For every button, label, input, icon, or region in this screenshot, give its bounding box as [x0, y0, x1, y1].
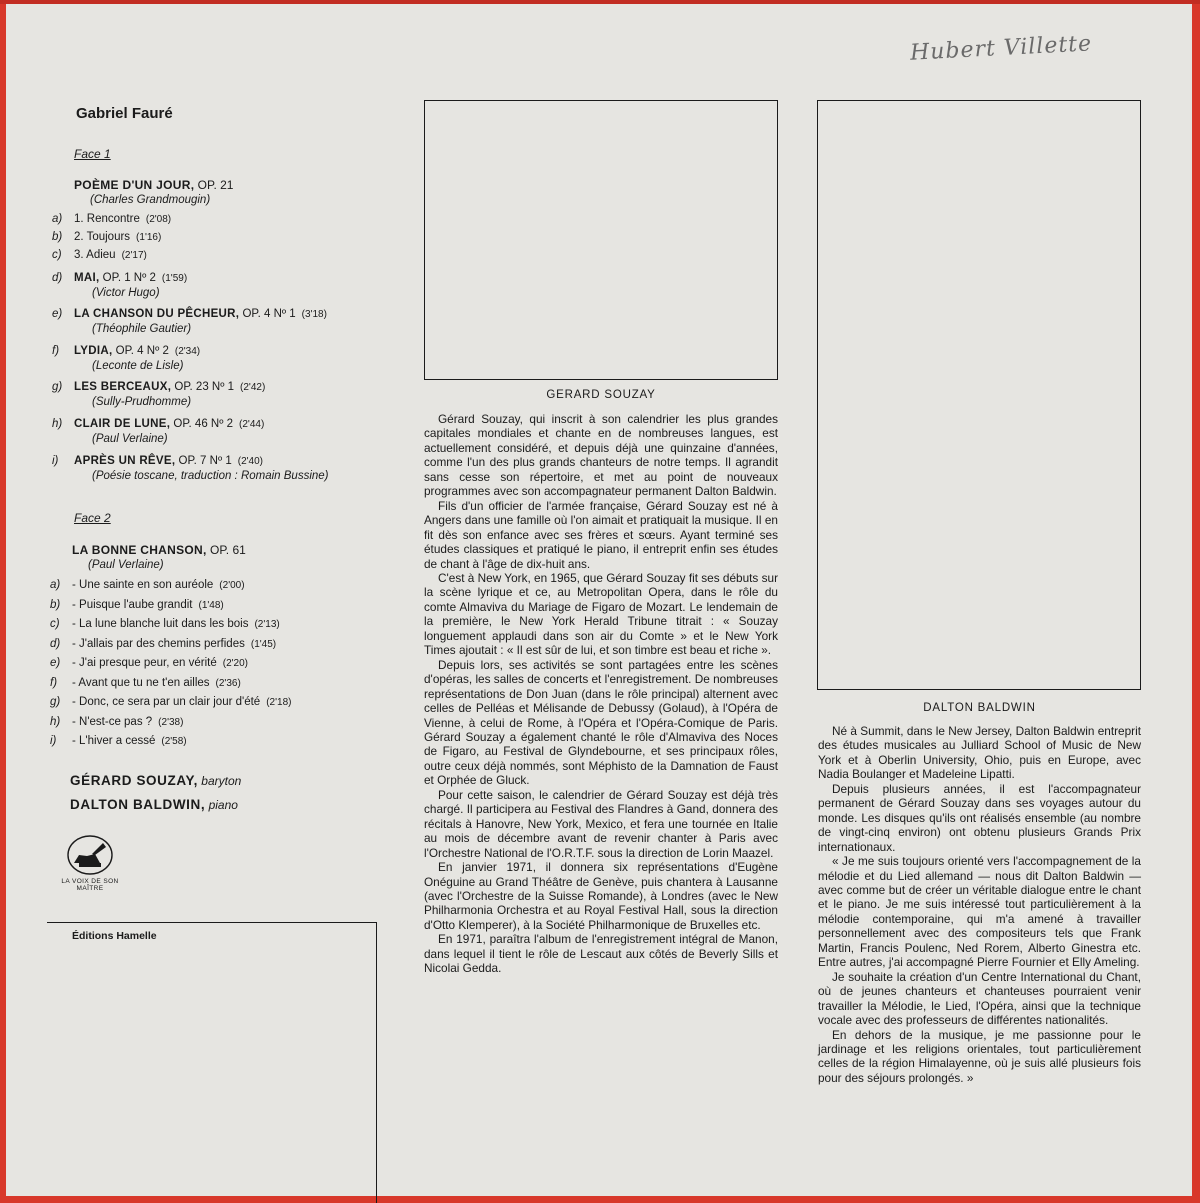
track-duration: (1'48)	[198, 599, 224, 611]
track-title	[74, 308, 327, 320]
track-song-title: - J'ai presque peur, en vérité	[72, 657, 217, 669]
track-duration: (2'13)	[254, 619, 280, 630]
track-opus: OP. 46 Nº 2	[170, 418, 234, 430]
track-poet: (Victor Hugo)	[92, 287, 160, 299]
souzay-paragraph: C'est à New York, en 1965, que Gérard Souzay fit ses débuts sur la scène lyrique et ce, au Metropolitan Opera, dans le rôle du comte Almaviva du Mariage de Figaro de Mozart. Le lendemain de la première, le New York Herald Tribune titrait : « Souzay longuement applaudi dans son air du Comte » et le New York Times ajoutait : « Il est sûr de lui, et son timbre est beau et riche ».	[424, 570, 778, 658]
track-title	[74, 213, 171, 225]
track-letter: d)	[50, 637, 61, 650]
track-opus: 1. Rencontre	[74, 213, 140, 225]
track-title	[74, 231, 161, 243]
track-duration: (1'59)	[161, 273, 188, 284]
track-poet: (Théophile Gautier)	[92, 323, 192, 335]
publisher-name: Éditions Hamelle	[72, 930, 157, 942]
track-letter: h)	[50, 715, 61, 728]
track-duration: (2'40)	[237, 456, 264, 467]
track-song-title: LYDIA,	[74, 345, 113, 357]
baldwin-paragraph: Né à Summit, dans le New Jersey, Dalton Baldwin entreprit des études musicales au Julliard School of Music de New York et à Oberlin University, Ohio, puis en Europe, avec Nadia Boulanger et Madeleine Lipatti.	[818, 724, 1141, 782]
track-duration: (2'34)	[174, 346, 201, 357]
track-song-title: - L'hiver a cessé	[72, 735, 156, 747]
track-title	[74, 381, 265, 393]
souzay-paragraph: Depuis lors, ses activités se sont partagées entre les scènes d'opéras, les salles de concerts et l'enregistrement. De nombreuses représentations de Don Juan (dans le rôle principal) alternent avec celles de Pelléas et Mélisande de Debussy (Golaud), à l'Opéra de Vienne, à celui de Rome, à l'Opéra et l'Opéra-Comique de Paris. Gérard Souzay a également chanté le rôle d'Almaviva des Noces de Figaro, au Festival de Glyndebourne, et ses principaux rôles, outre ceux déjà nommés, sont Méphisto de la Damnation de Faust et Orphée de Gluck.	[424, 657, 778, 788]
track-title	[74, 455, 263, 467]
face-1-work-title: POÈME D'UN JOUR, OP. 21	[74, 178, 234, 192]
track-title	[72, 716, 183, 728]
souzay-paragraph: Gérard Souzay, qui inscrit à son calendrier les plus grandes capitales mondiales et chante en de nombreuses langues, est actuellement considéré, et depuis déjà une quinzaine d'années, comme l'un des plus grands chanteurs de notre temps. Il agrandit sans cesse son répertoire, et met au point de nouveaux programmes avec son accompagnateur permanent Dalton Baldwin.	[424, 412, 778, 499]
track-duration: (1'16)	[136, 232, 162, 243]
track-song-title: - Puisque l'aube grandit	[72, 598, 193, 611]
track-opus: 3. Adieu	[74, 249, 116, 261]
track-title	[72, 618, 280, 630]
souzay-paragraph: En janvier 1971, il donnera six représentations d'Eugène Onéguine au Grand Théâtre de Genève, puis chantera à Lausanne (avec l'Orchestre de la Suisse Romande), à Londres (avec le New Philharmonia Orchestra et au Royal Festival Hall, sous la direction d'Otto Klemperer), à la Société Philharmonique de Bruxelles etc.	[424, 860, 778, 932]
photo-frame-souzay	[424, 100, 778, 380]
track-letter: b)	[50, 598, 61, 611]
track-song-title: CLAIR DE LUNE,	[74, 418, 171, 430]
track-duration: (2'38)	[158, 716, 184, 728]
track-opus: 2. Toujours	[74, 231, 131, 243]
track-duration: (2'00)	[219, 580, 245, 591]
track-duration: (2'58)	[161, 736, 187, 747]
track-letter: g)	[50, 696, 61, 708]
track-song-title: - La lune blanche luit dans les bois	[72, 618, 249, 630]
performer-souzay: GÉRARD SOUZAY, baryton	[70, 773, 242, 788]
track-letter: a)	[52, 213, 63, 225]
logo-caption: LA VOIX DE SON MAÎTRE	[61, 878, 119, 892]
track-song-title: - J'allais par des chemins perfides	[72, 637, 245, 650]
track-duration: (2'18)	[266, 697, 292, 708]
souzay-paragraph: En 1971, paraîtra l'album de l'enregistrement intégral de Manon, dans lequel il tient le rôle de Lescaut aux côtés de Beverly Sills et Nicolai Gedda.	[424, 932, 778, 976]
publisher-frame	[47, 922, 377, 1203]
track-song-title: APRÈS UN RÊVE,	[74, 455, 176, 467]
track-duration: (2'17)	[121, 250, 147, 261]
track-letter: i)	[50, 735, 57, 747]
face-1-work-poet: (Charles Grandmougin)	[90, 194, 211, 206]
track-letter: b)	[52, 231, 63, 243]
track-duration: (2'42)	[240, 382, 266, 393]
track-letter: g)	[52, 381, 63, 393]
track-poet: (Leconte de Lisle)	[92, 360, 184, 372]
track-duration: (2'36)	[215, 677, 241, 689]
face-1-label: Face 1	[74, 147, 111, 161]
track-song-title: MAI,	[74, 272, 100, 284]
face-2-label: Face 2	[74, 511, 111, 525]
face-2-work-poet: (Paul Verlaine)	[88, 559, 164, 571]
track-title	[74, 418, 264, 430]
track-title	[74, 272, 187, 284]
composer-name: Gabriel Fauré	[76, 105, 173, 122]
face-2-work-title: LA BONNE CHANSON, OP. 61	[72, 543, 246, 557]
track-song-title: - Une sainte en son auréole	[72, 579, 214, 591]
track-duration: (2'44)	[239, 419, 265, 430]
handwritten-signature: Hubert Villette	[909, 31, 1093, 66]
baldwin-biography	[818, 724, 1141, 1085]
souzay-paragraph: Pour cette saison, le calendrier de Gérard Souzay est déjà très chargé. Il participera au Festival des Flandres à Gand, donnera des récitals à Hanovre, New York, Mexico, et fera une tournée en Italie au mois de décembre avant de revenir chanter à Paris avec l'Orchestre National de l'O.R.T.F. sous la direction de Lorin Maazel.	[424, 787, 778, 860]
baldwin-paragraph: Je souhaite la création d'un Centre International du Chant, où de jeunes chanteurs et chanteuses pourraient venir travailler la Mélodie, le Lied, l'Opéra, ainsi que la technique vocale avec des professeurs de différentes nationalités.	[818, 969, 1141, 1028]
track-song-title: - N'est-ce pas ?	[72, 715, 153, 728]
souzay-paragraph: Fils d'un officier de l'armée française, Gérard Souzay est né à Angers dans une famille où l'on aimait et pratiquait la musique. Il en fit dès son enfance avec ses frères et sœurs. Ayant terminé ses études classiques et pratiqué le piano, il entreprit enfin ses études de chant à l'âge de dix-huit ans.	[424, 498, 778, 571]
track-title	[72, 657, 248, 669]
track-letter: i)	[52, 455, 59, 467]
track-opus: OP. 4 Nº 2	[112, 345, 169, 357]
track-title	[74, 345, 200, 357]
track-letter: a)	[50, 579, 61, 591]
baldwin-paragraph: Depuis plusieurs années, il est l'accompagnateur permanent de Gérard Souzay dans ses voyages autour du monde. Les disques qu'ils ont réalisés ensemble (au nombre de vingt-cinq environ) ont obtenu plusieurs Grands Prix internationaux.	[818, 781, 1141, 854]
track-opus: OP. 4 Nº 1	[239, 308, 296, 320]
track-letter: f)	[50, 676, 58, 689]
performer-baldwin: DALTON BALDWIN, piano	[70, 797, 238, 812]
baldwin-heading: DALTON BALDWIN	[923, 702, 1036, 714]
souzay-heading: GERARD SOUZAY	[546, 389, 656, 401]
track-letter: h)	[52, 418, 63, 430]
track-letter: e)	[52, 308, 63, 320]
track-letter: f)	[52, 345, 60, 357]
track-opus: OP. 1 Nº 2	[99, 272, 156, 284]
track-letter: e)	[50, 657, 61, 669]
track-title	[72, 696, 291, 708]
his-masters-voice-logo	[65, 833, 115, 881]
track-song-title: - Donc, ce sera par un clair jour d'été	[72, 696, 261, 708]
track-duration: (2'20)	[222, 658, 249, 669]
track-opus: OP. 23 Nº 1	[171, 381, 235, 393]
photo-frame-baldwin	[817, 100, 1141, 690]
track-letter: d)	[52, 272, 63, 284]
track-duration: (2'08)	[145, 214, 172, 225]
baldwin-paragraph: « Je me suis toujours orienté vers l'accompagnement de la mélodie et du Lied allemand — nous dit Dalton Baldwin — avec comme but de créer un véritable dialogue entre le chant et le piano. Je me suis intéressé tout particulièrement à la mélodie contemporaine, qui m'a amené à travailler personnellement avec des compositeurs tels que Frank Martin, Francis Poulenc, Ned Rorem, Alberto Ginestra etc. Entre autres, j'ai accompagné Pierre Fournier et Elly Ameling.	[818, 854, 1141, 970]
track-title	[72, 599, 224, 611]
track-song-title: LA CHANSON DU PÊCHEUR,	[74, 308, 240, 320]
track-opus: OP. 7 Nº 1	[175, 455, 232, 467]
track-title	[74, 249, 147, 261]
track-song-title: LES BERCEAUX,	[74, 381, 172, 393]
track-title	[72, 579, 245, 591]
track-title	[72, 677, 241, 689]
track-duration: (3'18)	[301, 309, 327, 320]
track-poet: (Sully-Prudhomme)	[92, 396, 192, 408]
track-duration: (1'45)	[250, 638, 277, 650]
track-title	[72, 735, 187, 747]
track-title	[72, 638, 276, 650]
track-letter: c)	[50, 618, 60, 630]
baldwin-paragraph: En dehors de la musique, je me passionne pour le jardinage et les religions orientales, tout particulièrement celles de la région Himalayenne, où je suis allé plusieurs fois pour des séjours prolongés. »	[818, 1027, 1141, 1085]
track-letter: c)	[52, 249, 62, 261]
track-poet: (Poésie toscane, traduction : Romain Bussine)	[92, 470, 329, 482]
track-poet: (Paul Verlaine)	[92, 433, 168, 445]
souzay-biography	[424, 412, 778, 976]
track-song-title: - Avant que tu ne t'en ailles	[72, 676, 210, 689]
